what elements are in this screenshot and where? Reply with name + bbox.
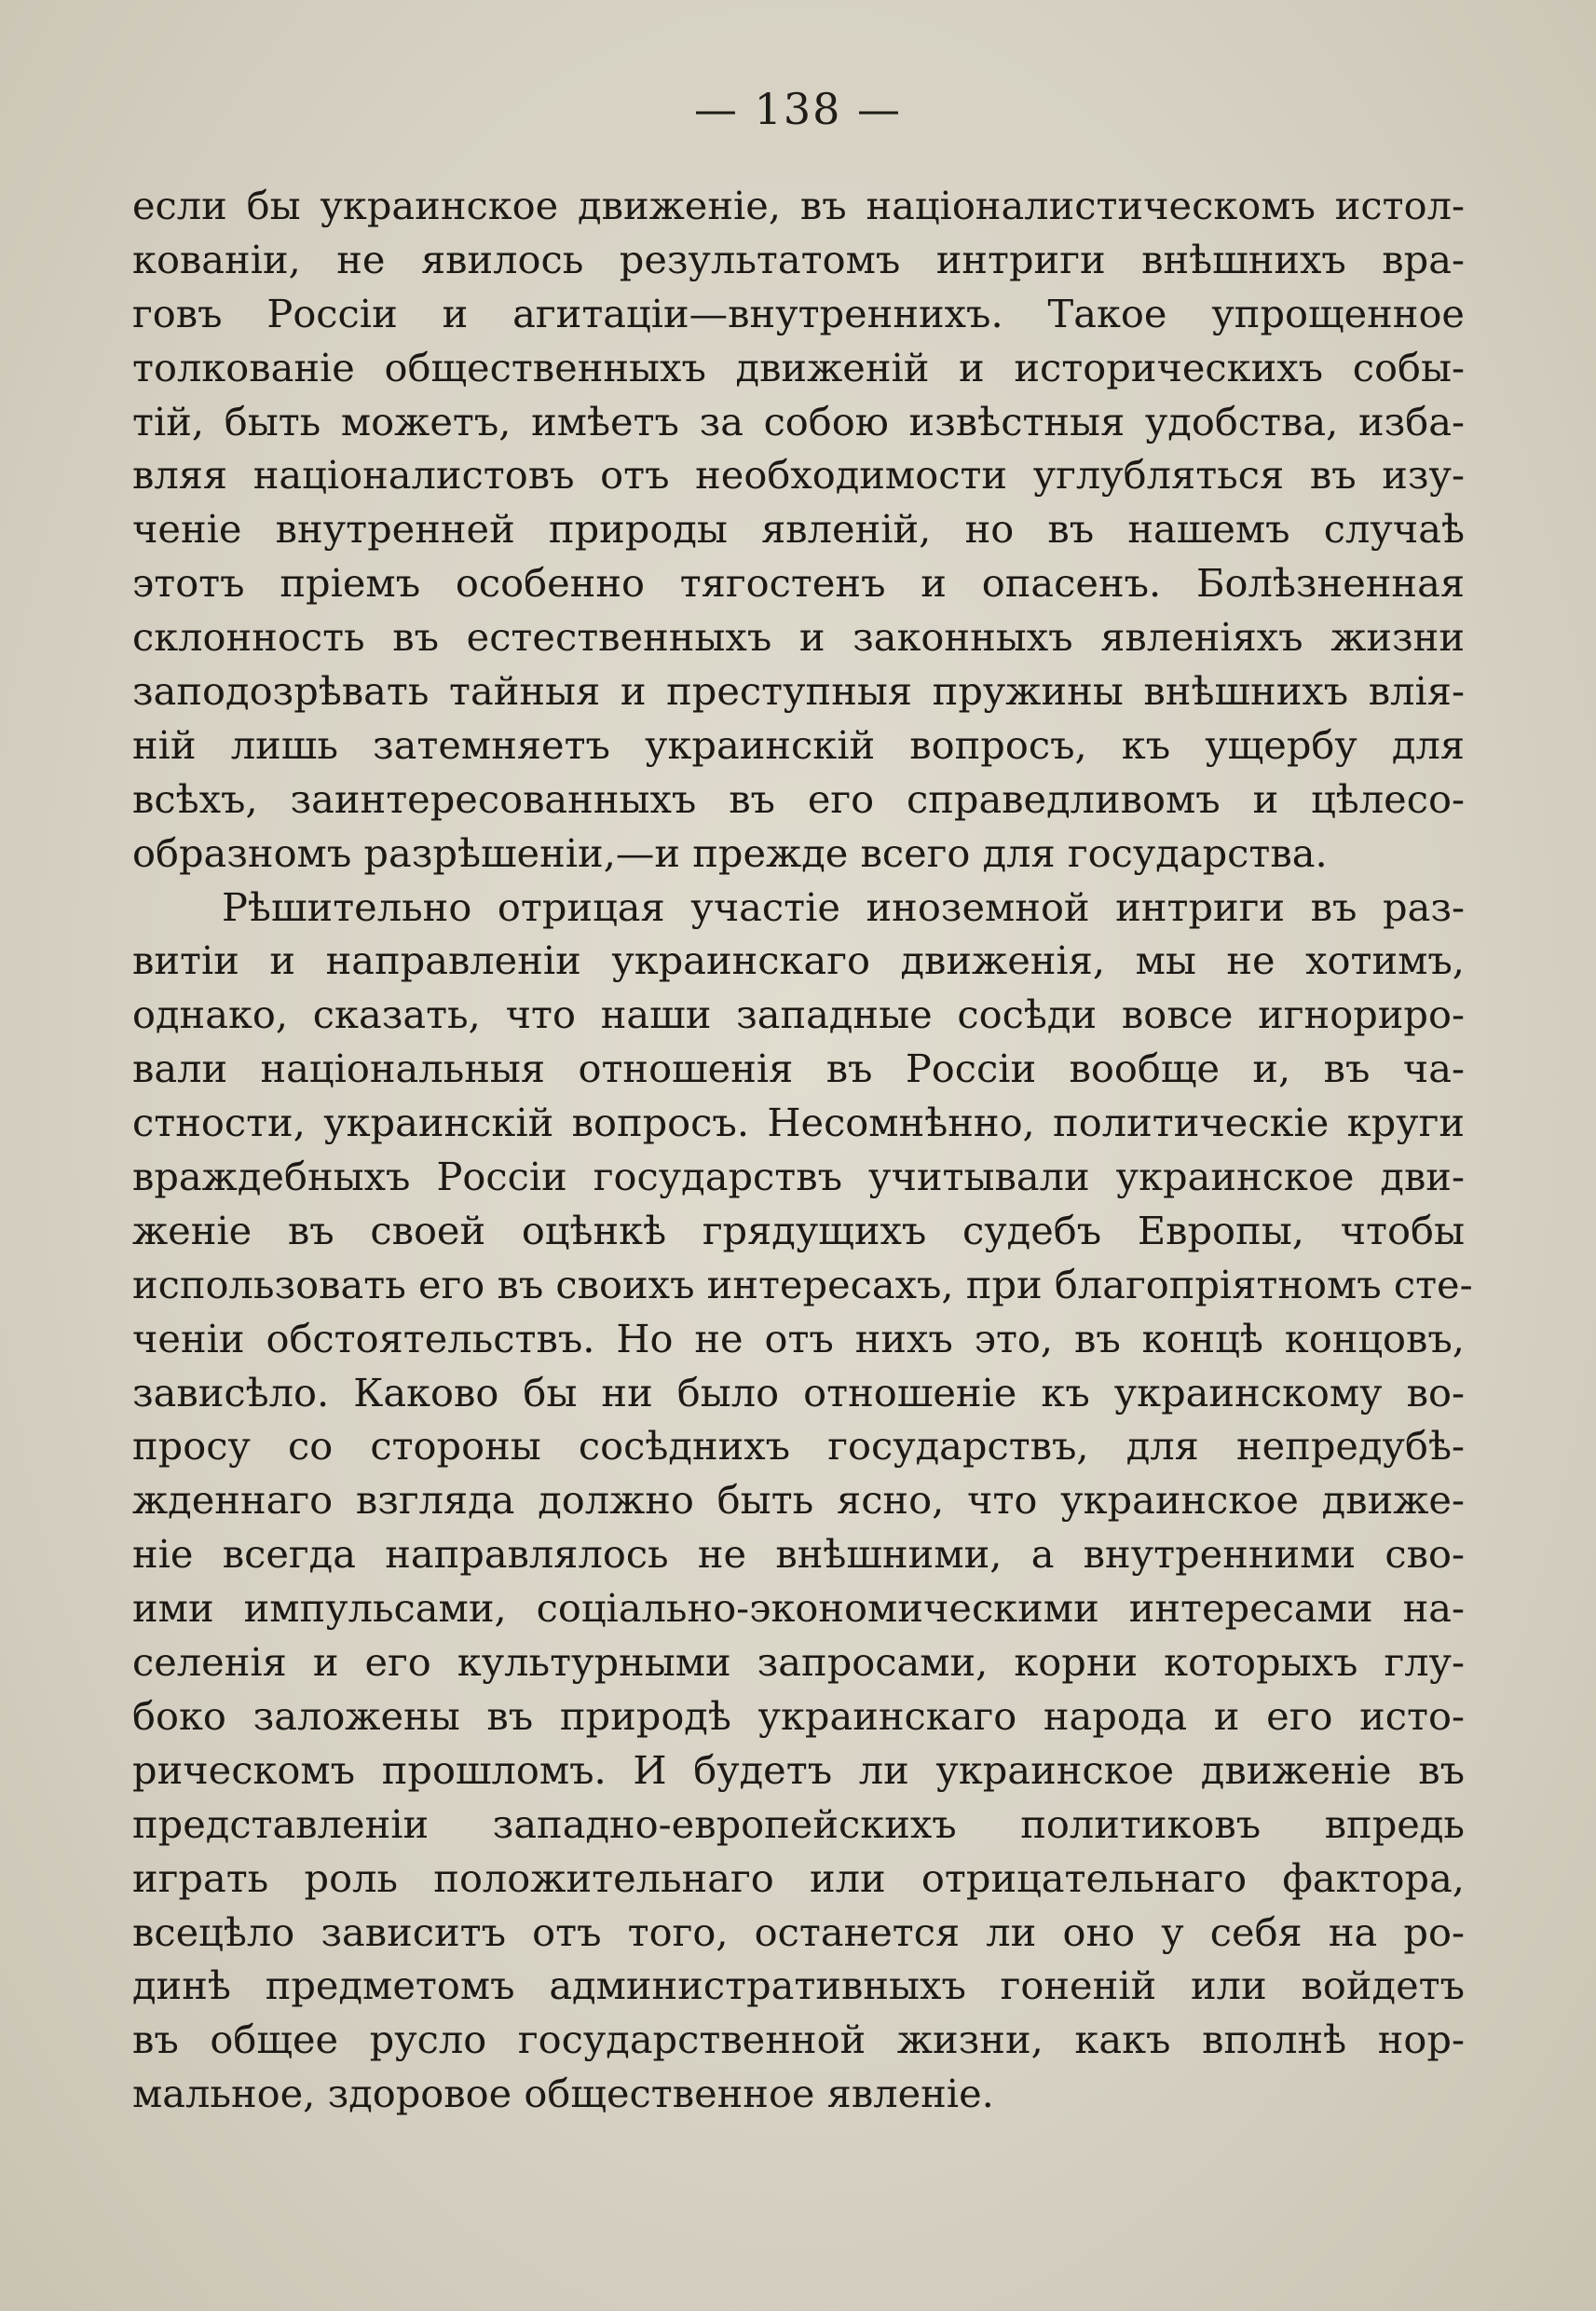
text-line: динѣ предметомъ административныхъ гоненiй или войдетъ xyxy=(132,1962,1465,2009)
text-line: ченiе внутренней природы явленiй, но въ нашемъ случаѣ xyxy=(132,506,1465,553)
text-line: Рѣшительно отрицая участiе иноземной интриги въ раз- xyxy=(222,883,1465,930)
text-line: рическомъ прошломъ. И будетъ ли украинское движенiе въ xyxy=(132,1746,1465,1793)
text-line: ченiи обстоятельствъ. Но не отъ нихъ это, въ концѣ концовъ, xyxy=(132,1315,1465,1361)
text-line: говъ Россiи и агитацiи—внутреннихъ. Такое упрощенное xyxy=(132,290,1465,336)
text-line: зависѣло. Каково бы ни было отношенiе къ украинскому во- xyxy=(132,1369,1465,1415)
text-line: играть роль положительнаго или отрицательнаго фактора, xyxy=(132,1854,1465,1901)
text-line: враждебныхъ Россiи государствъ учитывали украинское дви- xyxy=(132,1154,1465,1200)
text-line: жденнаго взгляда должно быть ясно, что украинское движе- xyxy=(132,1477,1465,1524)
text-line: мальное, здоровое общественное явленiе. xyxy=(132,2071,994,2117)
text-line: боко заложены въ природѣ украинскаго народа и его исто- xyxy=(132,1692,1465,1739)
text-line: заподозрѣвать тайныя и преступныя пружины внѣшнихъ влiя- xyxy=(132,668,1465,715)
text-line: витiи и направленiи украинскаго движенiя, мы не хотимъ, xyxy=(132,937,1465,984)
page-number: — 138 — xyxy=(693,84,903,134)
text-line: селенiя и его культурными запросами, корни которыхъ глу- xyxy=(132,1639,1465,1686)
text-line: всѣхъ, заинтересованныхъ въ его справедливомъ и цѣлесо- xyxy=(132,775,1465,822)
text-line: если бы украинское движенiе, въ нацiоналистическомъ истол- xyxy=(132,183,1465,228)
text-line: образномъ разрѣшенiи,—и прежде всего для государства. xyxy=(132,829,1328,876)
text-line: склонность въ естественныхъ и законныхъ явленiяхъ жизни xyxy=(132,614,1465,661)
text-line: просу со стороны сосѣднихъ государствъ, для непредубѣ- xyxy=(132,1423,1465,1470)
text-line: вляя нацiоналистовъ отъ необходимости углубляться въ изу- xyxy=(132,452,1465,499)
text-line: представленiи западно-европейскихъ политиковъ впредь xyxy=(132,1800,1465,1847)
text-line: тiй, быть можетъ, имѣетъ за собою извѣстныя удобства, изба- xyxy=(132,398,1465,444)
text-line: толкованiе общественныхъ движенiй и историческихъ собы- xyxy=(132,344,1465,390)
text-line: женiе въ своей оцѣнкѣ грядущихъ судебъ Европы, чтобы xyxy=(132,1207,1465,1253)
text-line: кованiи, не явилось результатомъ интриги внѣшнихъ вра- xyxy=(132,236,1465,282)
text-line: ими импульсами, соцiально-экономическими интересами на- xyxy=(132,1585,1465,1632)
body-text xyxy=(132,179,1473,2121)
text-line: въ общее русло государственной жизни, какъ вполнѣ нор- xyxy=(132,2017,1465,2063)
text-line: вали нацiональныя отношенiя въ Россiи вообще и, въ ча- xyxy=(132,1046,1465,1092)
text-line: стности, украинскiй вопросъ. Несомнѣнно, политическiе круги xyxy=(132,1100,1465,1146)
text-line: этотъ прiемъ особенно тягостенъ и опасенъ. Болѣзненная xyxy=(132,560,1465,607)
text-line: всецѣло зависитъ отъ того, останется ли оно у себя на ро- xyxy=(132,1908,1465,1955)
text-line: нiе всегда направлялось не внѣшними, а внутренними сво- xyxy=(132,1531,1465,1578)
text-line: нiй лишь затемняетъ украинскiй вопросъ, къ ущербу для xyxy=(132,721,1465,768)
text-line: использовать его въ своихъ интересахъ, при благопрiятномъ сте- xyxy=(132,1261,1473,1307)
text-line: однако, сказать, что наши западные сосѣди вовсе игнориро- xyxy=(132,991,1465,1038)
